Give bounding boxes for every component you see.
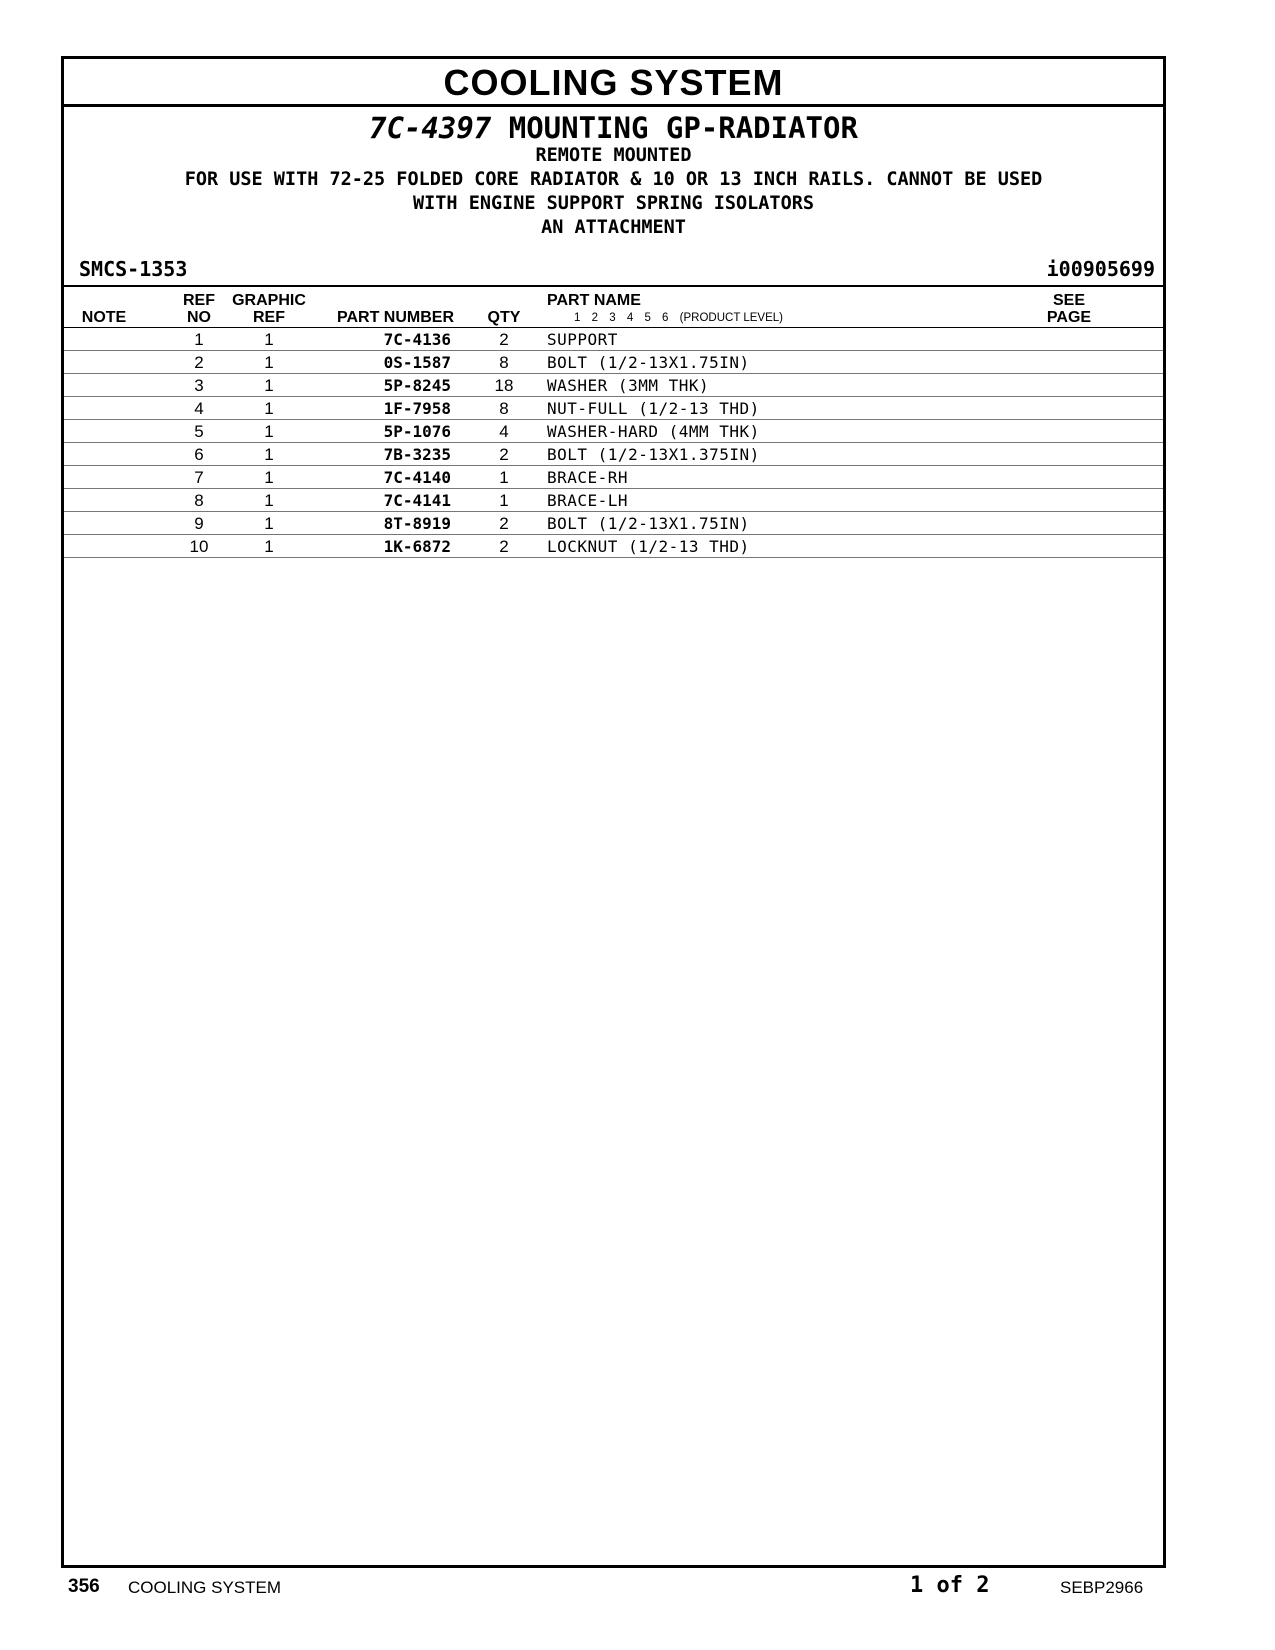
header-ref-line2: NO: [187, 309, 211, 326]
part-number: 7B-3235: [383, 445, 451, 464]
section-title: COOLING SYSTEM: [64, 59, 1163, 107]
table-row: [64, 512, 1163, 535]
qty: 1: [499, 491, 509, 510]
part-name: WASHER (3MM THK): [547, 376, 710, 395]
page-footer: [0, 1568, 1275, 1608]
level-5: 5: [644, 312, 651, 324]
page-number: 356: [68, 1576, 100, 1597]
qty: 1: [499, 468, 509, 487]
ref-no: 5: [194, 422, 204, 441]
part-name: BOLT (1/2-13X1.375IN): [547, 445, 760, 464]
description-line: WITH ENGINE SUPPORT SPRING ISOLATORS: [413, 193, 814, 214]
part-number: 8T-8919: [383, 514, 451, 533]
part-name: SUPPORT: [547, 330, 618, 349]
header-divider: [64, 285, 1163, 287]
header-qty: QTY: [487, 309, 521, 326]
group-name: MOUNTING GP-RADIATOR: [508, 111, 858, 145]
header-part-number: PART NUMBER: [336, 309, 454, 326]
part-number: 0S-1587: [383, 353, 451, 372]
ref-no: 6: [194, 445, 204, 464]
parts-page-frame: [61, 56, 1166, 1568]
part-name: NUT-FULL (1/2-13 THD): [547, 399, 760, 418]
header-graphic-ref: [224, 292, 314, 326]
graphic-ref: 1: [264, 399, 274, 418]
part-name: WASHER-HARD (4MM THK): [547, 422, 760, 441]
graphic-ref: 1: [264, 330, 274, 349]
group-part-number: 7C-4397: [369, 111, 492, 145]
table-row: [64, 466, 1163, 489]
header-ref-line1: REF: [183, 292, 215, 309]
header-see-line1: SEE: [1052, 292, 1085, 309]
graphic-ref: 1: [264, 445, 274, 464]
ref-no: 10: [189, 537, 209, 556]
ref-no: 4: [194, 399, 204, 418]
illustration-id: i00905699: [1046, 257, 1155, 281]
product-levels: [574, 312, 791, 324]
product-level-label: (PRODUCT LEVEL): [679, 312, 783, 324]
table-row: [64, 351, 1163, 374]
part-number: 1K-6872: [383, 537, 451, 556]
table-row: [64, 374, 1163, 397]
qty: 8: [499, 399, 509, 418]
level-4: 4: [626, 312, 634, 324]
graphic-ref: 1: [264, 353, 274, 372]
level-6: 6: [662, 312, 669, 324]
qty: 4: [499, 422, 509, 441]
header-graphic-line2: REF: [253, 309, 285, 326]
level-3: 3: [609, 312, 616, 324]
qty: 2: [499, 445, 509, 464]
part-number: 7C-4136: [383, 330, 451, 349]
qty: 18: [494, 376, 514, 395]
header-note: NOTE: [81, 309, 127, 326]
table-row: [64, 397, 1163, 420]
qty: 8: [499, 353, 509, 372]
page-of: 1 of 2: [910, 1573, 990, 1598]
level-1: 1: [574, 312, 581, 324]
description-line: AN ATTACHMENT: [541, 217, 686, 238]
graphic-ref: 1: [264, 537, 274, 556]
smcs-code: SMCS-1353: [79, 257, 188, 281]
graphic-ref: 1: [264, 422, 274, 441]
part-name: BRACE-RH: [547, 468, 629, 487]
ref-no: 9: [194, 514, 204, 533]
part-number: 5P-8245: [383, 376, 451, 395]
header-part-name: PART NAME: [547, 292, 641, 309]
table-row: [64, 489, 1163, 512]
part-number: 1F-7958: [383, 399, 451, 418]
level-2: 2: [591, 312, 599, 324]
footer-section: COOLING SYSTEM: [128, 1578, 282, 1597]
table-row: [64, 535, 1163, 558]
document-number: SEBP2966: [1060, 1578, 1144, 1597]
header-see-line2: PAGE: [1046, 309, 1092, 326]
qty: 2: [499, 537, 509, 556]
group-title: [64, 111, 1163, 145]
parts-table-body: [64, 328, 1163, 558]
part-name: BOLT (1/2-13X1.75IN): [547, 514, 750, 533]
table-row: [64, 443, 1163, 466]
part-number: 7C-4140: [383, 468, 451, 487]
part-name: LOCKNUT (1/2-13 THD): [547, 537, 750, 556]
header-ref: [169, 292, 229, 326]
graphic-ref: 1: [264, 514, 274, 533]
graphic-ref: 1: [264, 491, 274, 510]
ref-no: 1: [194, 330, 204, 349]
graphic-ref: 1: [264, 468, 274, 487]
header-see-page: [1039, 292, 1099, 326]
graphic-ref: 1: [264, 376, 274, 395]
ref-no: 2: [194, 353, 204, 372]
table-row: [64, 420, 1163, 443]
qty: 2: [499, 330, 509, 349]
description-line: REMOTE MOUNTED: [535, 145, 692, 166]
ref-no: 3: [194, 376, 204, 395]
part-name: BOLT (1/2-13X1.75IN): [547, 353, 750, 372]
description-line: FOR USE WITH 72-25 FOLDED CORE RADIATOR & 10 OR 13 INCH RAILS. CANNOT BE USED: [184, 169, 1043, 190]
ref-no: 8: [194, 491, 204, 510]
part-number: 5P-1076: [383, 422, 451, 441]
qty: 2: [499, 514, 509, 533]
ref-no: 7: [194, 468, 204, 487]
part-number: 7C-4141: [383, 491, 451, 510]
table-row: [64, 328, 1163, 351]
header-graphic-line1: GRAPHIC: [232, 292, 306, 309]
part-name: BRACE-LH: [547, 491, 629, 510]
